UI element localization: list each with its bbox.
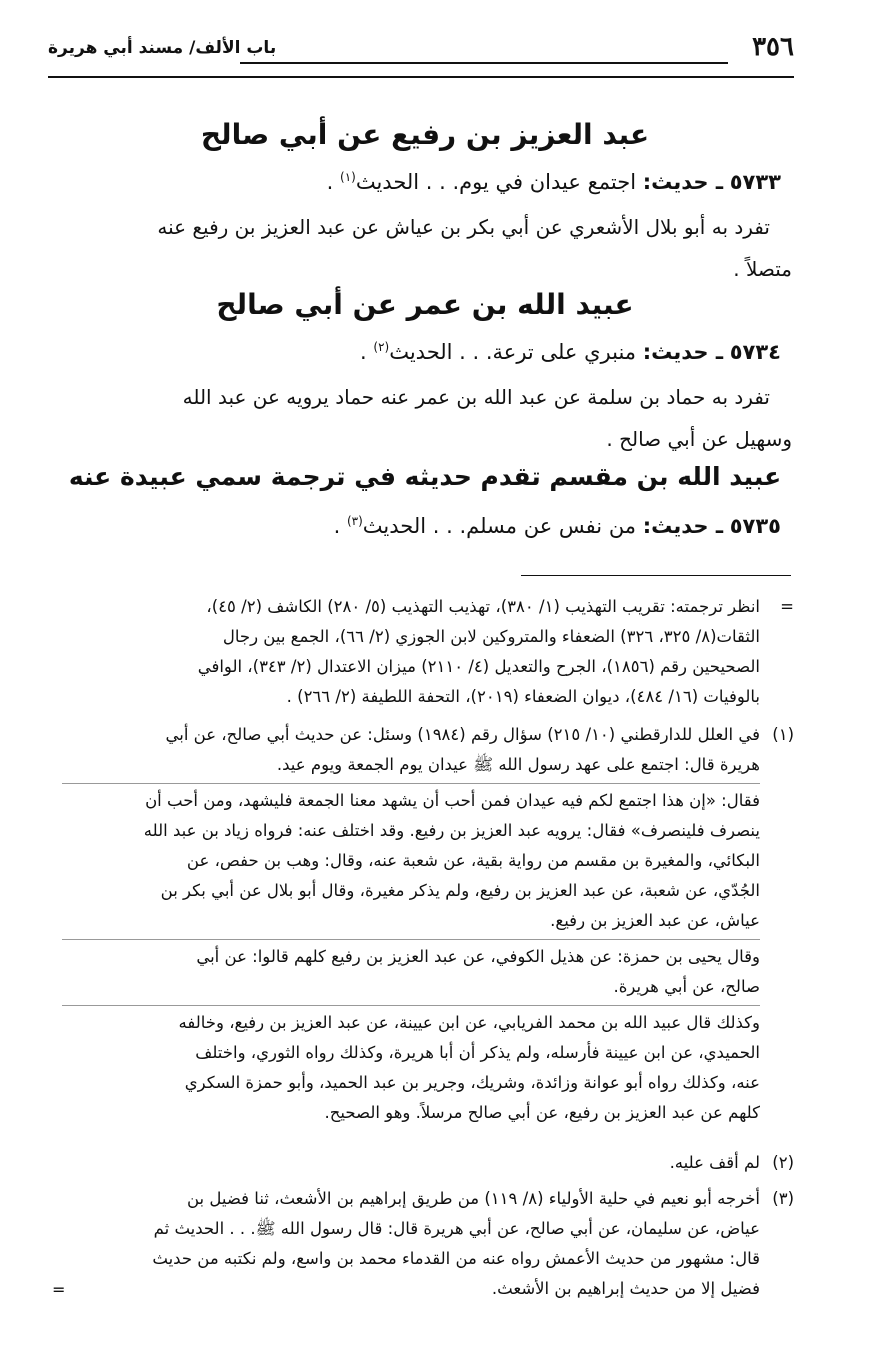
footnote-line: الثقات(٨/ ٣٢٥، ٣٢٦) الضعفاء والمتروكين لابن الجوزي (٢/ ٦٦)، الجمع بين رجال: [222, 627, 760, 646]
footnote-line: قال: مشهور من حديث الأعمش رواه عنه من القدماء محمد بن واسع، ولم نكتبه من حديث: [152, 1249, 760, 1268]
hadith-entry: [334, 514, 781, 538]
section-paragraph: [70, 206, 792, 290]
footnote-line: انظر ترجمته: تقريب التهذيب (١/ ٣٨٠)، تهذيب التهذيب (٥/ ٢٨٠) الكاشف (٢/ ٤٥)،: [206, 597, 760, 616]
footnote-line: الصحيحين رقم (١٨٥٦)، الجرح والتعديل (٤/ ٢١١٠) ميزان الاعتدال (٢/ ٣٤٣)، الوافي: [197, 657, 760, 676]
footnote-rule: [521, 575, 791, 576]
footnote-divider: [62, 1005, 760, 1006]
hadith-number: ٥٧٣٣: [729, 170, 781, 194]
footnote-line: عياض، عن سليمان، عن أبي صالح، عن أبي هريرة قال: قال رسول الله ﷺ. . . الحديث ثم: [153, 1219, 760, 1238]
paragraph-line: تفرد به حماد بن سلمة عن عبد الله بن عمر عنه حماد يرويه عن عبد الله: [182, 385, 770, 409]
footnote-mark: (٣): [772, 1189, 794, 1208]
hadith-text: من نفس عن مسلم. . . الحديث: [362, 514, 637, 538]
footnote-line: أخرجه أبو نعيم في حلية الأولياء (٨/ ١١٩) من طريق إبراهيم بن الأشعث، ثنا فضيل بن: [186, 1189, 760, 1208]
footnote-continued: [62, 592, 794, 712]
footnote-line: هريرة قال: اجتمع على عهد رسول الله ﷺ عيدان يوم الجمعة ويوم عيد.: [276, 755, 760, 774]
footnote-line: كلهم عن عبد العزيز بن رفيع، عن أبي صالح مرسلاً. وهو الصحيح.: [324, 1103, 760, 1122]
hadith-end: .: [360, 340, 367, 364]
footnote-1: [62, 720, 794, 1128]
section-heading: عبيد الله بن عمر عن أبي صالح: [216, 288, 634, 321]
footnote-line: الجُدّي، عن شعبة، عن عبد العزيز بن رفيع، ولم يذكر مغيرة، وقال أبو بلال عن أبي بكر بن: [160, 881, 760, 900]
paragraph-line: متصلاً .: [733, 257, 792, 281]
hadith-number: ٥٧٣٤: [729, 340, 781, 364]
footnote-ref: (٢): [373, 340, 390, 354]
footnote-line: فضيل إلا من حديث إبراهيم بن الأشعث.: [491, 1279, 760, 1298]
header-rule: [48, 76, 794, 78]
footnote-line: عنه، وكذلك رواه أبو عوانة وزائدة، وشريك، وجرير بن عبد الحميد، وأبو حمزة السكري: [184, 1073, 760, 1092]
footnote-2: [62, 1148, 794, 1178]
footnote-line: فقال: «إن هذا اجتمع لكم فيه عيدان فمن أحب أن يشهد معنا الجمعة فليشهد، ومن أحب أن: [145, 791, 760, 810]
continuation-mark: =: [52, 1280, 66, 1299]
header-dash-line: [240, 62, 728, 64]
footnote-divider: [62, 783, 760, 784]
hadith-label: ـ حديث:: [642, 340, 724, 364]
footnote-line: عياش، عن عبد العزيز بن رفيع.: [550, 911, 760, 930]
hadith-text: منبري على ترعة. . . الحديث: [389, 340, 637, 364]
paragraph-line: تفرد به أبو بلال الأشعري عن أبي بكر بن عياش عن عبد العزيز بن رفيع عنه: [157, 215, 770, 239]
section-heading: عبد العزيز بن رفيع عن أبي صالح: [200, 118, 650, 151]
section-heading: عبيد الله بن مقسم تقدم حديثه في ترجمة سمي عبيدة عنه: [68, 462, 782, 491]
footnote-ref: (١): [340, 170, 356, 184]
hadith-label: ـ حديث:: [642, 514, 724, 538]
footnote-divider: [62, 939, 760, 940]
footnote-mark: (١): [772, 725, 794, 744]
section-paragraph: [70, 376, 792, 460]
footnote-line: لم أقف عليه.: [669, 1153, 760, 1172]
hadith-entry: [327, 170, 781, 194]
hadith-end: .: [326, 170, 334, 194]
footnote-line: في العلل للدارقطني (١٠/ ٢١٥) سؤال رقم (١٩٨٤) وسئل: عن حديث أبي صالح، عن أبي: [165, 725, 760, 744]
footnote-mark: (٢): [772, 1153, 794, 1172]
paragraph-line: وسهيل عن أبي صالح .: [606, 427, 792, 451]
hadith-text: اجتمع عيدان في يوم. . . الحديث: [355, 170, 637, 194]
footnote-line: ينصرف فلينصرف» فقال: يرويه عبد العزيز بن رفيع. وقد اختلف عنه: فرواه زياد بن عبد الله: [143, 821, 760, 840]
footnote-ref: (٣): [346, 514, 363, 528]
footnote-line: البكائي، والمغيرة بن مقسم من رواية بقية، عن شعبة عنه، وقال: وهب بن حفص، عن: [186, 851, 760, 870]
footnote-line: صالح، عن أبي هريرة.: [613, 977, 760, 996]
footnote-line: وكذلك قال عبيد الله بن محمد الفريابي، عن ابن عيينة، عن عبد العزيز بن رفيع، وخالفه: [178, 1013, 760, 1032]
page-number: ٣٥٦: [752, 32, 794, 62]
footnote-line: وقال يحيى بن حمزة: عن هذيل الكوفي، عن عبد العزيز بن رفيع كلهم قالوا: عن أبي: [196, 947, 760, 966]
footnote-line: بالوفيات (١٦/ ٤٨٤)، ديوان الضعفاء (٢٠١٩)، التحفة اللطيفة (٢/ ٢٦٦) .: [286, 687, 760, 706]
page-header: [48, 28, 794, 72]
running-head: باب الألف/ مسند أبي هريرة: [48, 38, 277, 58]
hadith-number: ٥٧٣٥: [729, 514, 781, 538]
hadith-end: .: [333, 514, 341, 538]
hadith-entry: [360, 340, 781, 364]
hadith-label: ـ حديث:: [642, 170, 724, 194]
footnote-line: الحميدي، عن ابن عيينة فأرسله، ولم يذكر أن أبا هريرة، وكذلك رواه الثوري، واختلف: [195, 1043, 760, 1062]
footnote-mark: =: [780, 597, 794, 616]
footnote-3: [62, 1184, 794, 1304]
